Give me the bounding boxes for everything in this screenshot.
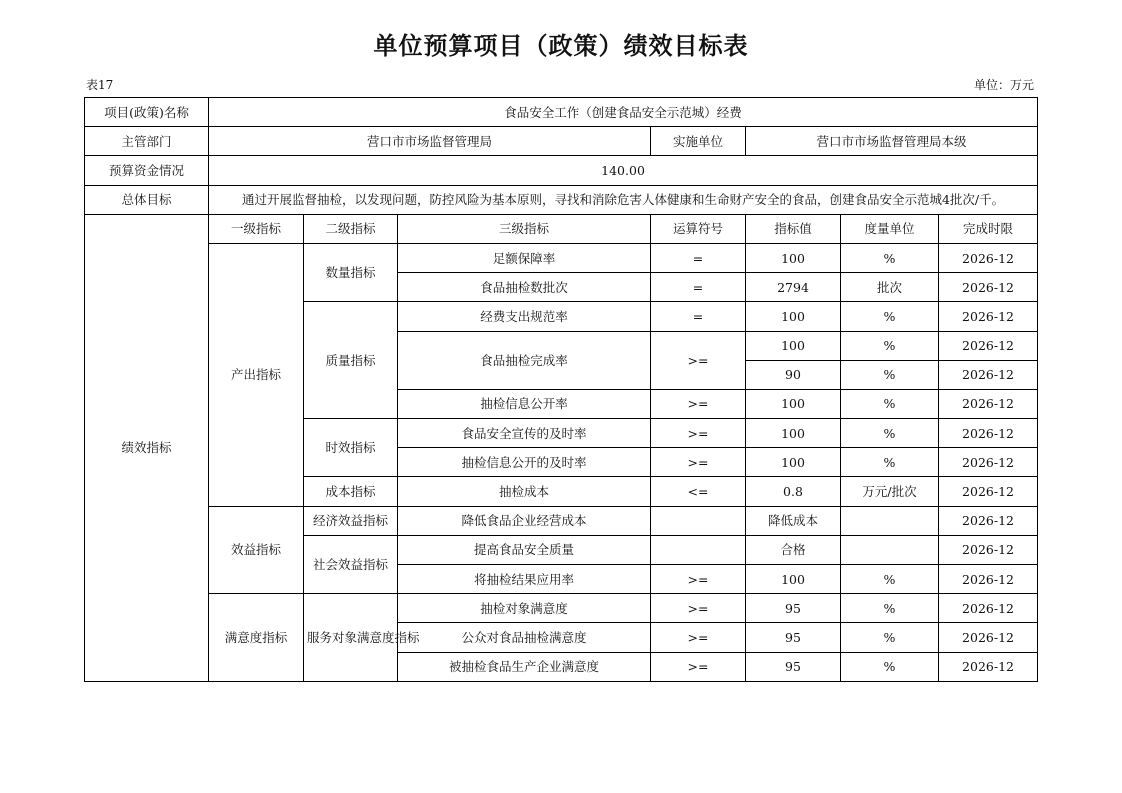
indicator-value: 100 bbox=[746, 243, 841, 272]
indicator-name: 食品安全宣传的及时率 bbox=[398, 419, 651, 448]
indicator-unit: % bbox=[841, 419, 939, 448]
indicator-operator: = bbox=[651, 243, 746, 272]
goal-value: 通过开展监督抽检，以发现问题，防控风险为基本原则，寻找和消除危害人体健康和生命财产安全的食品，创建食品安全示范城4批次/千。 bbox=[209, 185, 1038, 214]
project-label: 项目(政策)名称 bbox=[85, 98, 209, 127]
indicator-name: 被抽检食品生产企业满意度 bbox=[398, 652, 651, 681]
header-operator: 运算符号 bbox=[651, 214, 746, 243]
project-value: 食品安全工作（创建食品安全示范城）经费 bbox=[209, 98, 1038, 127]
indicator-time: 2026-12 bbox=[939, 389, 1038, 418]
indicator-name: 提高食品安全质量 bbox=[398, 535, 651, 564]
group-output: 产出指标 bbox=[209, 243, 304, 506]
indicator-unit: 万元/批次 bbox=[841, 477, 939, 506]
indicator-name: 足额保障率 bbox=[398, 243, 651, 272]
indicator-value: 0.8 bbox=[746, 477, 841, 506]
indicator-name: 经费支出规范率 bbox=[398, 302, 651, 331]
indicator-name: 抽检成本 bbox=[398, 477, 651, 506]
indicator-time: 2026-12 bbox=[939, 506, 1038, 535]
group-timeliness: 时效指标 bbox=[304, 419, 398, 477]
indicator-time: 2026-12 bbox=[939, 302, 1038, 331]
goal-row bbox=[85, 185, 1038, 214]
indicator-time: 2026-12 bbox=[939, 565, 1038, 594]
table-number: 表17 bbox=[86, 78, 114, 92]
indicator-time: 2026-12 bbox=[939, 594, 1038, 623]
indicator-value: 降低成本 bbox=[746, 506, 841, 535]
table-row bbox=[85, 506, 1038, 535]
dept-value: 营口市市场监督管理局 bbox=[209, 127, 651, 156]
indicator-unit: % bbox=[841, 594, 939, 623]
indicator-time: 2026-12 bbox=[939, 477, 1038, 506]
indicator-operator bbox=[651, 506, 746, 535]
indicator-value: 2794 bbox=[746, 273, 841, 302]
project-row bbox=[85, 98, 1038, 127]
budget-value: 140.00 bbox=[209, 156, 1038, 185]
indicator-value: 95 bbox=[746, 652, 841, 681]
indicator-unit: % bbox=[841, 652, 939, 681]
indicator-value: 100 bbox=[746, 419, 841, 448]
indicator-value: 100 bbox=[746, 389, 841, 418]
header-level2: 二级指标 bbox=[304, 214, 398, 243]
indicator-operator: >= bbox=[651, 623, 746, 652]
indicator-unit: 批次 bbox=[841, 273, 939, 302]
indicator-unit: % bbox=[841, 302, 939, 331]
indicator-name: 食品抽检数批次 bbox=[398, 273, 651, 302]
indicator-operator: <= bbox=[651, 477, 746, 506]
header-value: 指标值 bbox=[746, 214, 841, 243]
indicator-value: 95 bbox=[746, 594, 841, 623]
indicator-operator: = bbox=[651, 273, 746, 302]
indicator-time: 2026-12 bbox=[939, 419, 1038, 448]
dept-row bbox=[85, 127, 1038, 156]
indicator-operator: >= bbox=[651, 565, 746, 594]
indicator-unit bbox=[841, 535, 939, 564]
table-row bbox=[85, 594, 1038, 623]
indicator-operator: = bbox=[651, 302, 746, 331]
indicator-name: 抽检信息公开率 bbox=[398, 389, 651, 418]
indicator-unit bbox=[841, 506, 939, 535]
indicator-name: 抽检信息公开的及时率 bbox=[398, 448, 651, 477]
indicator-name: 食品抽检完成率 bbox=[398, 331, 651, 389]
indicator-time: 2026-12 bbox=[939, 331, 1038, 360]
indicator-name: 公众对食品抽检满意度 bbox=[398, 623, 651, 652]
header-time: 完成时限 bbox=[939, 214, 1038, 243]
indicator-time: 2026-12 bbox=[939, 448, 1038, 477]
performance-table bbox=[84, 97, 1038, 682]
budget-row bbox=[85, 156, 1038, 185]
impl-value: 营口市市场监督管理局本级 bbox=[746, 127, 1038, 156]
indicator-time: 2026-12 bbox=[939, 243, 1038, 272]
indicator-unit: % bbox=[841, 565, 939, 594]
indicator-operator: >= bbox=[651, 448, 746, 477]
indicator-value: 100 bbox=[746, 565, 841, 594]
indicator-time: 2026-12 bbox=[939, 623, 1038, 652]
indicator-time: 2026-12 bbox=[939, 360, 1038, 389]
indicator-value: 100 bbox=[746, 302, 841, 331]
indicator-value: 100 bbox=[746, 331, 841, 360]
group-service: 服务对象满意度指标 bbox=[304, 594, 398, 682]
goal-label: 总体目标 bbox=[85, 185, 209, 214]
indicator-value: 95 bbox=[746, 623, 841, 652]
indicator-operator: >= bbox=[651, 419, 746, 448]
indicator-operator: >= bbox=[651, 652, 746, 681]
indicator-time: 2026-12 bbox=[939, 535, 1038, 564]
indicator-operator bbox=[651, 535, 746, 564]
header-row bbox=[85, 214, 1038, 243]
header-unit: 度量单位 bbox=[841, 214, 939, 243]
page-title: 单位预算项目（政策）绩效目标表 bbox=[373, 32, 749, 60]
indicator-operator: >= bbox=[651, 594, 746, 623]
indicator-operator: >= bbox=[651, 389, 746, 418]
group-social: 社会效益指标 bbox=[304, 535, 398, 593]
group-quality: 质量指标 bbox=[304, 302, 398, 419]
indicator-unit: % bbox=[841, 623, 939, 652]
indicator-unit: % bbox=[841, 331, 939, 360]
group-economic: 经济效益指标 bbox=[304, 506, 398, 535]
indicator-unit: % bbox=[841, 389, 939, 418]
indicator-unit: % bbox=[841, 448, 939, 477]
indicator-value: 90 bbox=[746, 360, 841, 389]
indicator-unit: % bbox=[841, 360, 939, 389]
group-quantity: 数量指标 bbox=[304, 243, 398, 301]
unit-label: 单位：万元 bbox=[973, 78, 1034, 92]
budget-label: 预算资金情况 bbox=[85, 156, 209, 185]
impl-label: 实施单位 bbox=[651, 127, 746, 156]
header-level1: 一级指标 bbox=[209, 214, 304, 243]
indicator-operator: >= bbox=[651, 331, 746, 389]
indicator-value: 100 bbox=[746, 448, 841, 477]
group-cost: 成本指标 bbox=[304, 477, 398, 506]
group-satisfaction: 满意度指标 bbox=[209, 594, 304, 682]
header-level3: 三级指标 bbox=[398, 214, 651, 243]
table-row bbox=[85, 243, 1038, 272]
indicator-name: 将抽检结果应用率 bbox=[398, 565, 651, 594]
indicator-unit: % bbox=[841, 243, 939, 272]
group-benefit: 效益指标 bbox=[209, 506, 304, 594]
indicator-value: 合格 bbox=[746, 535, 841, 564]
dept-label: 主管部门 bbox=[85, 127, 209, 156]
indicator-name: 降低食品企业经营成本 bbox=[398, 506, 651, 535]
indicator-time: 2026-12 bbox=[939, 273, 1038, 302]
indicator-time: 2026-12 bbox=[939, 652, 1038, 681]
indicator-name: 抽检对象满意度 bbox=[398, 594, 651, 623]
perf-label: 绩效指标 bbox=[85, 214, 209, 681]
